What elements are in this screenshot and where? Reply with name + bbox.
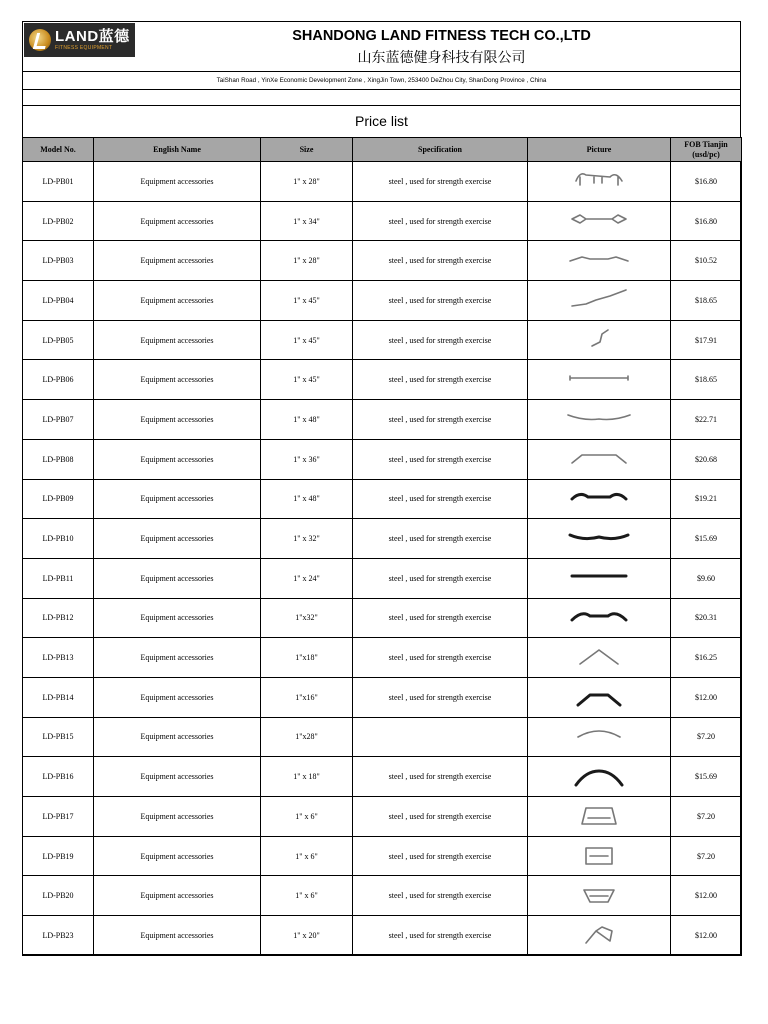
table-row	[23, 241, 742, 281]
size-cell: 1" x 6"	[261, 836, 353, 876]
picture-cell	[528, 519, 671, 559]
model-cell: LD-PB17	[23, 797, 94, 837]
document-header	[23, 22, 740, 72]
picture-cell	[528, 360, 671, 400]
company-logo	[24, 23, 135, 57]
price-cell: $15.69	[671, 757, 742, 797]
company-name-english: SHANDONG LAND FITNESS TECH CO.,LTD	[292, 28, 591, 44]
table-row	[23, 360, 742, 400]
size-cell: 1" x 24"	[261, 558, 353, 598]
price-cell: $20.68	[671, 439, 742, 479]
size-cell: 1" x 45"	[261, 360, 353, 400]
blank-row	[23, 90, 740, 106]
picture-cell	[528, 876, 671, 916]
name-cell: Equipment accessories	[94, 241, 261, 281]
price-cell: $20.31	[671, 598, 742, 638]
model-cell: LD-PB08	[23, 439, 94, 479]
model-cell: LD-PB11	[23, 558, 94, 598]
bar-icon-01	[566, 169, 632, 193]
spec-cell: steel , used for strength exercise	[353, 598, 528, 638]
spec-cell: steel , used for strength exercise	[353, 638, 528, 678]
picture-cell	[528, 241, 671, 281]
logo-tagline: FITNESS EQUIPMENT	[55, 45, 113, 51]
size-cell: 1" x 20"	[261, 916, 353, 956]
name-cell: Equipment accessories	[94, 638, 261, 678]
picture-cell	[528, 320, 671, 360]
bar-icon-06	[566, 368, 632, 392]
model-cell: LD-PB05	[23, 320, 94, 360]
column-header-name: English Name	[94, 138, 261, 162]
price-cell: $16.25	[671, 638, 742, 678]
spec-cell: steel , used for strength exercise	[353, 320, 528, 360]
table-row	[23, 598, 742, 638]
spec-cell: steel , used for strength exercise	[353, 757, 528, 797]
price-cell: $12.00	[671, 677, 742, 717]
name-cell: Equipment accessories	[94, 797, 261, 837]
size-cell: 1" x 36"	[261, 439, 353, 479]
price-cell: $7.20	[671, 836, 742, 876]
size-cell: 1" x 28"	[261, 241, 353, 281]
picture-cell	[528, 439, 671, 479]
model-cell: LD-PB12	[23, 598, 94, 638]
name-cell: Equipment accessories	[94, 916, 261, 956]
name-cell: Equipment accessories	[94, 162, 261, 202]
name-cell: Equipment accessories	[94, 519, 261, 559]
picture-cell	[528, 479, 671, 519]
table-row	[23, 836, 742, 876]
page-title: Price list	[23, 106, 740, 138]
spec-cell: steel , used for strength exercise	[353, 836, 528, 876]
spec-cell: steel , used for strength exercise	[353, 916, 528, 956]
name-cell: Equipment accessories	[94, 281, 261, 321]
price-cell: $17.91	[671, 320, 742, 360]
model-cell: LD-PB13	[23, 638, 94, 678]
spec-cell: steel , used for strength exercise	[353, 677, 528, 717]
price-cell: $12.00	[671, 876, 742, 916]
table-row	[23, 400, 742, 440]
name-cell: Equipment accessories	[94, 201, 261, 241]
model-cell: LD-PB09	[23, 479, 94, 519]
column-header-picture: Picture	[528, 138, 671, 162]
table-row	[23, 479, 742, 519]
picture-cell	[528, 558, 671, 598]
spec-cell: steel , used for strength exercise	[353, 201, 528, 241]
model-cell: LD-PB14	[23, 677, 94, 717]
size-cell: 1" x 6"	[261, 876, 353, 916]
name-cell: Equipment accessories	[94, 439, 261, 479]
handle-icon-20	[566, 884, 632, 908]
picture-cell	[528, 201, 671, 241]
bar-icon-12	[566, 606, 632, 630]
model-cell: LD-PB10	[23, 519, 94, 559]
name-cell: Equipment accessories	[94, 360, 261, 400]
name-cell: Equipment accessories	[94, 558, 261, 598]
bar-icon-11	[566, 566, 632, 590]
size-cell: 1"x18"	[261, 638, 353, 678]
model-cell: LD-PB16	[23, 757, 94, 797]
model-cell: LD-PB06	[23, 360, 94, 400]
table-row	[23, 797, 742, 837]
spec-cell: steel , used for strength exercise	[353, 797, 528, 837]
size-cell: 1"x16"	[261, 677, 353, 717]
model-cell: LD-PB01	[23, 162, 94, 202]
picture-cell	[528, 638, 671, 678]
picture-cell	[528, 400, 671, 440]
spec-cell: steel , used for strength exercise	[353, 162, 528, 202]
bar-icon-02	[566, 209, 632, 233]
size-cell: 1" x 6"	[261, 797, 353, 837]
size-cell: 1"x28"	[261, 717, 353, 757]
picture-cell	[528, 916, 671, 956]
column-header-price: FOB Tianjin (usd/pc)	[671, 138, 742, 162]
picture-cell	[528, 162, 671, 202]
size-cell: 1" x 45"	[261, 281, 353, 321]
table-row	[23, 320, 742, 360]
bar-icon-03	[566, 249, 632, 273]
picture-cell	[528, 757, 671, 797]
model-cell: LD-PB19	[23, 836, 94, 876]
bar-icon-09	[566, 487, 632, 511]
bar-icon-08	[566, 447, 632, 471]
model-cell: LD-PB15	[23, 717, 94, 757]
price-cell: $16.80	[671, 201, 742, 241]
picture-cell	[528, 836, 671, 876]
bar-icon-16	[566, 765, 632, 789]
table-row	[23, 162, 742, 202]
price-cell: $18.65	[671, 360, 742, 400]
size-cell: 1" x 34"	[261, 201, 353, 241]
size-cell: 1" x 32"	[261, 519, 353, 559]
name-cell: Equipment accessories	[94, 479, 261, 519]
model-cell: LD-PB02	[23, 201, 94, 241]
company-name-chinese: 山东蓝德健身科技有限公司	[357, 50, 526, 66]
spec-cell: steel , used for strength exercise	[353, 439, 528, 479]
price-table	[22, 137, 742, 956]
price-cell: $15.69	[671, 519, 742, 559]
spec-cell: steel , used for strength exercise	[353, 281, 528, 321]
table-row	[23, 876, 742, 916]
handle-icon-17	[566, 804, 632, 828]
name-cell: Equipment accessories	[94, 400, 261, 440]
table-row	[23, 519, 742, 559]
handle-icon-23	[566, 923, 632, 947]
size-cell: 1"x32"	[261, 598, 353, 638]
price-cell: $18.65	[671, 281, 742, 321]
name-cell: Equipment accessories	[94, 876, 261, 916]
column-header-specification: Specification	[353, 138, 528, 162]
name-cell: Equipment accessories	[94, 598, 261, 638]
size-cell: 1" x 48"	[261, 479, 353, 519]
size-cell: 1" x 18"	[261, 757, 353, 797]
spec-cell: steel , used for strength exercise	[353, 519, 528, 559]
model-cell: LD-PB03	[23, 241, 94, 281]
name-cell: Equipment accessories	[94, 320, 261, 360]
table-row	[23, 201, 742, 241]
picture-cell	[528, 717, 671, 757]
price-cell: $22.71	[671, 400, 742, 440]
price-cell: $19.21	[671, 479, 742, 519]
price-cell: $10.52	[671, 241, 742, 281]
model-cell: LD-PB20	[23, 876, 94, 916]
bar-icon-05	[566, 328, 632, 352]
spec-cell: steel , used for strength exercise	[353, 479, 528, 519]
spec-cell: steel , used for strength exercise	[353, 876, 528, 916]
column-header-model: Model No.	[23, 138, 94, 162]
bar-icon-10	[566, 527, 632, 551]
size-cell: 1" x 28"	[261, 162, 353, 202]
spec-cell: steel , used for strength exercise	[353, 558, 528, 598]
bar-icon-15	[566, 725, 632, 749]
bar-icon-13	[566, 646, 632, 670]
name-cell: Equipment accessories	[94, 717, 261, 757]
picture-cell	[528, 797, 671, 837]
price-sheet	[22, 21, 741, 955]
company-address: TaiShan Road , YinXe Economic Development Zone , XingJin Town, 253400 DeZhou City, ShanDong Province , China	[23, 72, 740, 90]
table-row	[23, 439, 742, 479]
bar-icon-07	[566, 407, 632, 431]
spec-cell: steel , used for strength exercise	[353, 360, 528, 400]
size-cell: 1" x 48"	[261, 400, 353, 440]
bar-icon-14	[566, 685, 632, 709]
table-row	[23, 281, 742, 321]
name-cell: Equipment accessories	[94, 836, 261, 876]
name-cell: Equipment accessories	[94, 677, 261, 717]
price-cell: $7.20	[671, 717, 742, 757]
picture-cell	[528, 677, 671, 717]
model-cell: LD-PB23	[23, 916, 94, 956]
table-row	[23, 677, 742, 717]
spec-cell	[353, 717, 528, 757]
model-cell: LD-PB04	[23, 281, 94, 321]
price-cell: $9.60	[671, 558, 742, 598]
price-cell: $16.80	[671, 162, 742, 202]
table-header-row	[23, 138, 742, 162]
name-cell: Equipment accessories	[94, 757, 261, 797]
bar-icon-04	[566, 288, 632, 312]
picture-cell	[528, 598, 671, 638]
handle-icon-19	[566, 844, 632, 868]
model-cell: LD-PB07	[23, 400, 94, 440]
table-row	[23, 638, 742, 678]
picture-cell	[528, 281, 671, 321]
logo-wordmark: LAND蓝德	[55, 28, 130, 45]
logo-emblem-icon	[29, 29, 51, 51]
spec-cell: steel , used for strength exercise	[353, 241, 528, 281]
size-cell: 1" x 45"	[261, 320, 353, 360]
table-row	[23, 757, 742, 797]
table-row	[23, 558, 742, 598]
price-cell: $12.00	[671, 916, 742, 956]
table-row	[23, 916, 742, 956]
price-cell: $7.20	[671, 797, 742, 837]
table-row	[23, 717, 742, 757]
column-header-size: Size	[261, 138, 353, 162]
spec-cell: steel , used for strength exercise	[353, 400, 528, 440]
